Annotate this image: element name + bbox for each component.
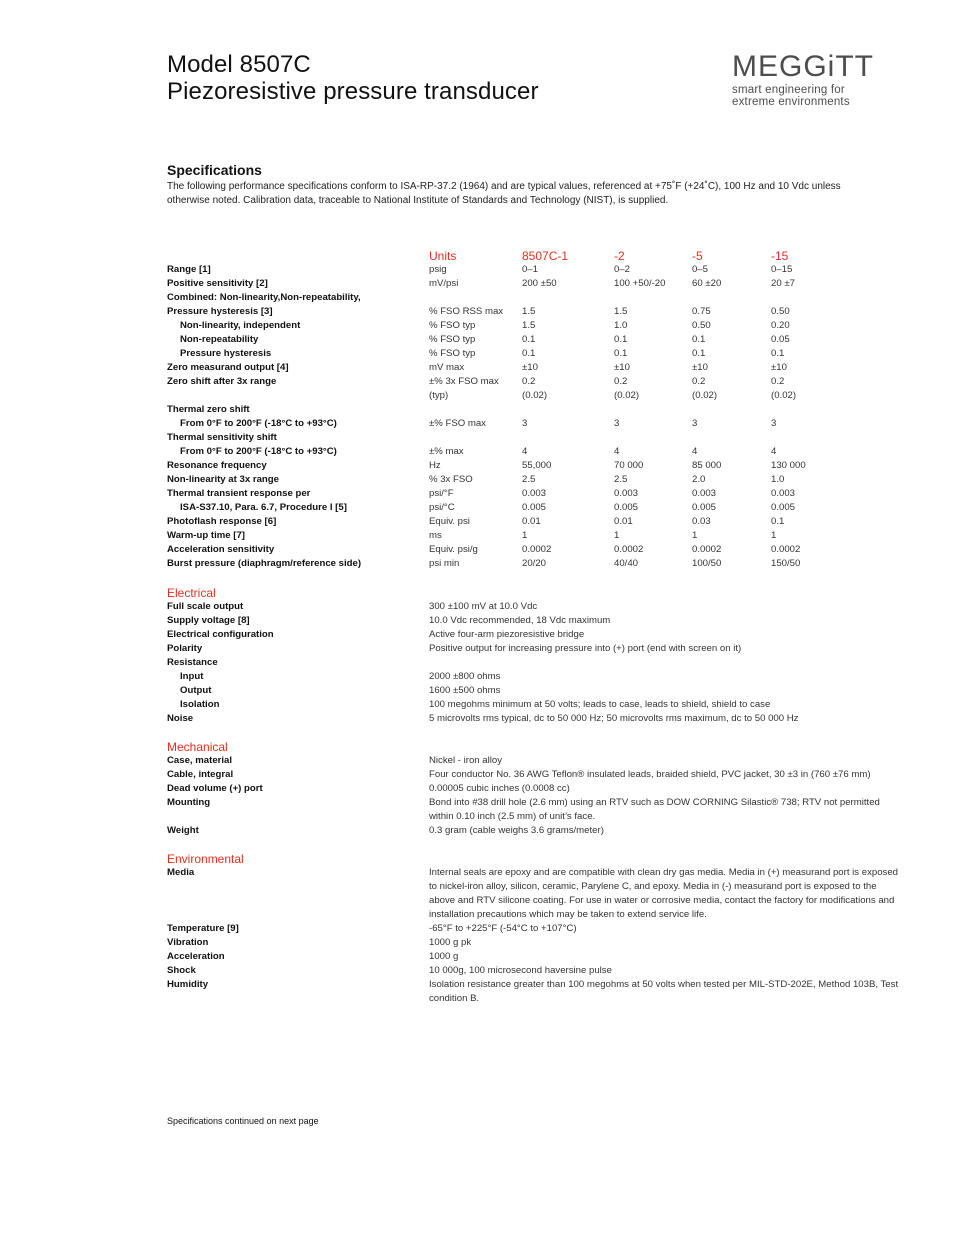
spec-value: 0.1 <box>692 334 706 345</box>
spec-value: 2.5 <box>522 474 536 485</box>
specifications-intro: The following performance specifications conform to ISA-RP-37.2 (1964) and are typical values, referenced at +75˚F (+24˚C), 100 Hz and 10 Vdc unless otherwise noted. Calibration data, traceable to National Institute of Standards and Technology (NIST), is supplied. <box>167 181 841 206</box>
spec-table-header <box>0 249 954 263</box>
environmental-list <box>0 866 954 1006</box>
electrical-value: 5 microvolts rms typical, dc to 50 000 Hz; 50 microvolts rms maximum, dc to 50 000 Hz <box>429 713 799 724</box>
environmental-label: Temperature [9] <box>167 923 239 934</box>
spec-row <box>0 291 954 305</box>
spec-value: 150/50 <box>771 558 801 569</box>
spec-units: psi/°F <box>429 488 454 499</box>
spec-value: ±10 <box>522 362 538 373</box>
spec-row <box>0 347 954 361</box>
spec-label: Pressure hysteresis <box>180 348 272 359</box>
spec-value: 0.01 <box>614 516 633 527</box>
spec-value: 2.5 <box>614 474 628 485</box>
spec-value: 4 <box>692 446 698 457</box>
mechanical-value: Bond into #38 drill hole (2.6 mm) using an RTV such as DOW CORNING Silastic® 738; RTV not permitted within 0.10 inch (2.5 mm) of unit’s face. <box>429 797 880 822</box>
spec-value: 3 <box>771 418 777 429</box>
mechanical-label: Dead volume (+) port <box>167 783 263 794</box>
spec-label: Combined: Non-linearity,Non-repeatability, <box>167 292 361 303</box>
spec-row <box>0 277 954 291</box>
spec-units: psig <box>429 264 447 275</box>
spec-value: 100 +50/-20 <box>614 278 666 289</box>
spec-value: 4 <box>771 446 777 457</box>
spec-units: (typ) <box>429 390 449 401</box>
spec-value: 0.005 <box>614 502 639 513</box>
spec-value: 0.1 <box>522 348 536 359</box>
spec-units: % FSO typ <box>429 320 476 331</box>
spec-value: 0.1 <box>771 348 785 359</box>
spec-value: 0.003 <box>522 488 547 499</box>
spec-value: 0.0002 <box>522 544 552 555</box>
spec-value: (0.02) <box>692 390 718 401</box>
spec-units: ms <box>429 530 442 541</box>
spec-row <box>0 375 954 389</box>
spec-label: Zero shift after 3x range <box>167 376 277 387</box>
spec-row <box>0 319 954 333</box>
spec-value: 0.2 <box>771 376 785 387</box>
col-8507c-1: 8507C-1 <box>522 249 569 263</box>
spec-units: psi min <box>429 558 460 569</box>
spec-value: ±10 <box>771 362 787 373</box>
spec-value: 0.01 <box>522 516 541 527</box>
mechanical-row <box>0 782 954 796</box>
environmental-row <box>0 964 954 978</box>
page-title <box>167 51 539 105</box>
spec-value: 40/40 <box>614 558 639 569</box>
spec-row <box>0 431 954 445</box>
spec-label: Acceleration sensitivity <box>167 544 275 555</box>
spec-units: mV/psi <box>429 278 459 289</box>
spec-value: 20 ±7 <box>771 278 795 289</box>
electrical-row <box>0 614 954 628</box>
spec-value: ±10 <box>614 362 630 373</box>
spec-value: 0.003 <box>771 488 796 499</box>
spec-label: Warm-up time [7] <box>167 530 245 541</box>
logo-tagline-1: smart engineering for <box>732 84 845 96</box>
spec-value: 1 <box>771 530 777 541</box>
environmental-value: Internal seals are epoxy and are compatible with clean dry gas media. Media in (+) measurand port is exposed to nickel-iron alloy, silicon, ceramic, Parylene C, and epoxy. Media in (-) measurand port is exposed to the above and RTV silicone coating. For use in water or corrosive media, contact the factory for modifications and installation precautions which may be taken to extend service life. <box>429 867 899 920</box>
title-model: Model 8507C <box>167 51 311 78</box>
spec-row <box>0 333 954 347</box>
spec-row <box>0 459 954 473</box>
environmental-row <box>0 866 954 922</box>
col-2: -2 <box>614 249 625 263</box>
environmental-row <box>0 936 954 950</box>
spec-row <box>0 557 954 571</box>
electrical-value: 300 ±100 mV at 10.0 Vdc <box>429 601 538 612</box>
spec-value: 0–15 <box>771 264 793 275</box>
spec-value: 0.005 <box>692 502 717 513</box>
electrical-label: Noise <box>167 713 194 724</box>
spec-value: (0.02) <box>614 390 640 401</box>
spec-value: 0.05 <box>771 334 790 345</box>
spec-units: % 3x FSO <box>429 474 473 485</box>
spec-value: 0.2 <box>692 376 706 387</box>
electrical-value: Active four-arm piezoresistive bridge <box>429 629 585 640</box>
electrical-value: 10.0 Vdc recommended, 18 Vdc maximum <box>429 615 611 626</box>
electrical-label: Supply voltage [8] <box>167 615 250 626</box>
spec-units: % FSO typ <box>429 348 476 359</box>
spec-label: Pressure hysteresis [3] <box>167 306 273 317</box>
environmental-row <box>0 978 954 1006</box>
electrical-value: 2000 ±800 ohms <box>429 671 501 682</box>
electrical-value: 1600 ±500 ohms <box>429 685 501 696</box>
environmental-label: Vibration <box>167 937 209 948</box>
title-product: Piezoresistive pressure transducer <box>167 78 539 105</box>
spec-value: (0.02) <box>522 390 548 401</box>
spec-value: 0.03 <box>692 516 711 527</box>
electrical-label: Electrical configuration <box>167 629 274 640</box>
col-5: -5 <box>692 249 703 263</box>
continued-note: Specifications continued on next page <box>167 1116 319 1126</box>
spec-value: 1.0 <box>614 320 628 331</box>
spec-row <box>0 515 954 529</box>
mechanical-row <box>0 796 954 824</box>
spec-value: 3 <box>614 418 620 429</box>
spec-row <box>0 543 954 557</box>
spec-row <box>0 487 954 501</box>
col-units: Units <box>429 249 457 263</box>
electrical-row <box>0 628 954 642</box>
spec-row <box>0 445 954 459</box>
spec-units: Equiv. psi/g <box>429 544 478 555</box>
col-15: -15 <box>771 249 789 263</box>
environmental-value: 10 000g, 100 microsecond haversine pulse <box>429 965 612 976</box>
electrical-list <box>0 600 954 726</box>
spec-row <box>0 389 954 403</box>
spec-value: 100/50 <box>692 558 722 569</box>
spec-table-body <box>0 263 954 571</box>
mechanical-label: Mounting <box>167 797 211 808</box>
spec-value: 0.50 <box>692 320 711 331</box>
spec-value: 0.0002 <box>692 544 722 555</box>
spec-row <box>0 403 954 417</box>
spec-value: 0.003 <box>692 488 717 499</box>
environmental-value: -65°F to +225°F (-54°C to +107°C) <box>429 923 577 934</box>
spec-label: Thermal sensitivity shift <box>167 432 277 443</box>
spec-value: 4 <box>614 446 620 457</box>
spec-value: 55,000 <box>522 460 552 471</box>
electrical-value: 100 megohms minimum at 50 volts; leads to case, leads to shield, shield to case <box>429 699 771 710</box>
spec-value: 1 <box>614 530 620 541</box>
spec-value: 0.2 <box>614 376 628 387</box>
spec-label: Thermal transient response per <box>167 488 311 499</box>
spec-row <box>0 473 954 487</box>
spec-units: psi/°C <box>429 502 455 513</box>
electrical-label: Full scale output <box>167 601 244 612</box>
spec-value: 2.0 <box>692 474 706 485</box>
electrical-row <box>0 698 954 712</box>
spec-units: mV max <box>429 362 465 373</box>
spec-label: Non-repeatability <box>180 334 259 345</box>
electrical-label: Resistance <box>167 657 218 668</box>
spec-value: 1.0 <box>771 474 785 485</box>
spec-units: ±% 3x FSO max <box>429 376 499 387</box>
spec-value: 0.1 <box>692 348 706 359</box>
mechanical-label: Case, material <box>167 755 233 766</box>
spec-row <box>0 501 954 515</box>
electrical-row <box>0 600 954 614</box>
spec-units: Hz <box>429 460 441 471</box>
environmental-value: 1000 g pk <box>429 937 472 948</box>
electrical-row <box>0 670 954 684</box>
spec-value: 1.5 <box>522 306 536 317</box>
environmental-value: Isolation resistance greater than 100 megohms at 50 volts when tested per MIL-STD-202E, Method 103B, Test condition B. <box>429 979 899 1004</box>
spec-value: 1 <box>522 530 528 541</box>
spec-value: 0.003 <box>614 488 639 499</box>
mechanical-row <box>0 768 954 782</box>
spec-value: 20/20 <box>522 558 547 569</box>
environmental-label: Shock <box>167 965 196 976</box>
spec-value: 0.005 <box>522 502 547 513</box>
spec-value: 130 000 <box>771 460 806 471</box>
spec-value: 0–2 <box>614 264 631 275</box>
spec-value: 0.75 <box>692 306 711 317</box>
spec-label: Positive sensitivity [2] <box>167 278 268 289</box>
mechanical-value: Four conductor No. 36 AWG Teflon® insulated leads, braided shield, PVC jacket, 30 ±3 in (760 ±76 mm) <box>429 769 871 780</box>
spec-value: 0.0002 <box>771 544 801 555</box>
mechanical-value: 0.3 gram (cable weighs 3.6 grams/meter) <box>429 825 604 836</box>
specifications-heading: Specifications <box>167 162 262 178</box>
spec-value: 4 <box>522 446 528 457</box>
spec-label: From 0°F to 200°F (-18°C to +93°C) <box>180 446 337 457</box>
spec-value: ±10 <box>692 362 708 373</box>
spec-row <box>0 361 954 375</box>
spec-row <box>0 263 954 277</box>
spec-row <box>0 529 954 543</box>
spec-value: 3 <box>692 418 698 429</box>
spec-value: 1.5 <box>614 306 628 317</box>
spec-value: 0.1 <box>614 348 628 359</box>
spec-value: 0.0002 <box>614 544 644 555</box>
spec-units: % FSO typ <box>429 334 476 345</box>
spec-units: % FSO RSS max <box>429 306 504 317</box>
electrical-heading: Electrical <box>167 586 216 600</box>
spec-value: 0.1 <box>771 516 785 527</box>
environmental-label: Media <box>167 867 195 878</box>
electrical-label: Output <box>180 685 212 696</box>
electrical-label: Isolation <box>180 699 220 710</box>
spec-units: ±% FSO max <box>429 418 486 429</box>
spec-label: Resonance frequency <box>167 460 267 471</box>
environmental-row <box>0 950 954 964</box>
spec-value: 60 ±20 <box>692 278 722 289</box>
mechanical-row <box>0 754 954 768</box>
environmental-label: Acceleration <box>167 951 225 962</box>
spec-label: Zero measurand output [4] <box>167 362 289 373</box>
logo-tagline-2: extreme environments <box>732 96 850 108</box>
electrical-row <box>0 642 954 656</box>
spec-value: 0.50 <box>771 306 790 317</box>
spec-row <box>0 305 954 319</box>
spec-value: 1.5 <box>522 320 536 331</box>
spec-value: 0–5 <box>692 264 709 275</box>
spec-label: Photoflash response [6] <box>167 516 277 527</box>
spec-value: 85 000 <box>692 460 722 471</box>
spec-units: ±% max <box>429 446 464 457</box>
mechanical-list <box>0 754 954 838</box>
electrical-label: Input <box>180 671 204 682</box>
spec-label: From 0°F to 200°F (-18°C to +93°C) <box>180 418 337 429</box>
spec-value: 0.2 <box>522 376 536 387</box>
mechanical-value: Nickel - iron alloy <box>429 755 503 766</box>
environmental-row <box>0 922 954 936</box>
spec-label: ISA-S37.10, Para. 6.7, Procedure I [5] <box>180 502 347 513</box>
electrical-row <box>0 684 954 698</box>
electrical-value: Positive output for increasing pressure into (+) port (end with screen on it) <box>429 643 742 654</box>
environmental-label: Humidity <box>167 979 209 990</box>
meggitt-logo <box>732 50 874 108</box>
electrical-label: Polarity <box>167 643 203 654</box>
environmental-heading: Environmental <box>167 852 244 866</box>
spec-value: 0–1 <box>522 264 539 275</box>
electrical-row <box>0 712 954 726</box>
spec-label: Burst pressure (diaphragm/reference side) <box>167 558 362 569</box>
electrical-row <box>0 656 954 670</box>
spec-label: Thermal zero shift <box>167 404 250 415</box>
environmental-value: 1000 g <box>429 951 459 962</box>
spec-row <box>0 417 954 431</box>
mechanical-heading: Mechanical <box>167 740 228 754</box>
mechanical-label: Weight <box>167 825 199 836</box>
spec-value: 1 <box>692 530 698 541</box>
spec-label: Non-linearity at 3x range <box>167 474 279 485</box>
mechanical-value: 0.00005 cubic inches (0.0008 cc) <box>429 783 570 794</box>
spec-value: 3 <box>522 418 528 429</box>
spec-value: 0.1 <box>522 334 536 345</box>
mechanical-label: Cable, integral <box>167 769 234 780</box>
spec-value: 0.005 <box>771 502 796 513</box>
spec-label: Non-linearity, independent <box>180 320 301 331</box>
spec-units: Equiv. psi <box>429 516 470 527</box>
mechanical-row <box>0 824 954 838</box>
spec-label: Range [1] <box>167 264 211 275</box>
spec-value: 70 000 <box>614 460 644 471</box>
spec-value: 0.20 <box>771 320 790 331</box>
spec-value: 200 ±50 <box>522 278 557 289</box>
logo-wordmark: MEGGiTT <box>732 50 874 83</box>
spec-value: (0.02) <box>771 390 797 401</box>
spec-value: 0.1 <box>614 334 628 345</box>
